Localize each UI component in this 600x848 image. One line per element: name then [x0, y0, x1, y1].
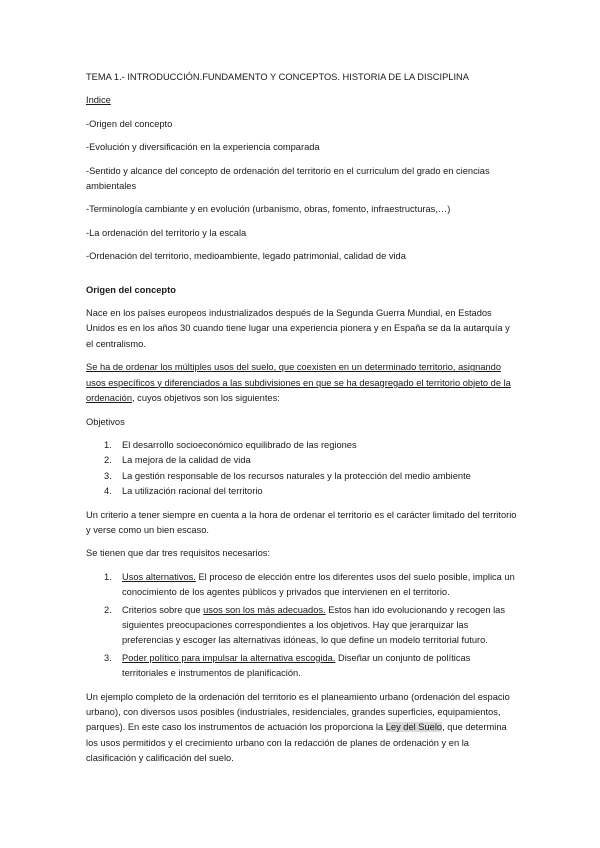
objective-item — [86, 438, 518, 453]
document-title: TEMA 1.- INTRODUCCIÓN.FUNDAMENTO Y CONCEPTOS. HISTORIA DE LA DISCIPLINA — [86, 72, 469, 82]
objective-text: La mejora de la calidad de vida — [122, 455, 251, 466]
urban-planning-text-b: , que determina los usos permitidos y el crecimiento urbano con la redacción de planes de ordenación y en la clasificación y calificación del suelo. — [86, 722, 507, 764]
requirement-pre: Criterios sobre que — [122, 604, 204, 615]
objectives-list — [86, 438, 518, 500]
paragraph-urban-planning — [86, 690, 518, 767]
ley-del-suelo-highlight: Ley del Suelo — [385, 722, 443, 733]
requirement-post: Diseñar un conjunto de políticas territoriales e instrumentos de planificación. — [122, 652, 471, 679]
requirement-post: Estos han ido evolucionando y recogen las siguientes preocupaciones correspondientes a los objetivos. Hay que jerarquizar las preferencias y escoger las alternativas idóneas, lo que define un modelo territorial futuro. — [122, 604, 505, 646]
requirement-underlined: Poder político para impulsar la alternativa escogida. — [122, 652, 336, 663]
requirement-number: 1. — [104, 571, 112, 582]
requirement-underlined: usos son los más adecuados. — [203, 604, 326, 615]
requirements-list — [86, 570, 518, 682]
objective-item — [86, 484, 518, 499]
objective-text: La gestión responsable de los recursos naturales y la protección del medio ambiente — [122, 470, 471, 481]
definition-rest: , cuyos objetivos son los siguientes: — [132, 393, 280, 404]
definition-underlined: Se ha de ordenar los múltiples usos del suelo, que coexisten en un determinado territorio, asignando usos específicos y diferenciados a las subdivisiones en que se ha desagregado el territorio objeto de la ordenación — [86, 362, 511, 404]
paragraph-criterion: Un criterio a tener siempre en cuenta a la hora de ordenar el territorio es el carácter limitado del territorio y verse como un bien escaso. — [86, 509, 517, 535]
objective-item — [86, 469, 518, 484]
index-item: -La ordenación del territorio y la escala — [86, 227, 247, 238]
objective-number: 4. — [104, 486, 112, 497]
objective-number: 2. — [104, 455, 112, 466]
document-page — [86, 70, 518, 775]
paragraph-origin: Nace en los países europeos industrializados después de la Segunda Guerra Mundial, en Estados Unidos es en los años 30 cuando tiene lugar una experiencia pionera y en España se da la autarquía y el centralismo. — [86, 308, 510, 349]
requirement-number: 3. — [104, 652, 112, 663]
index-heading: Indice — [86, 95, 111, 106]
index-item: -Ordenación del territorio, medioambiente, legado patrimonial, calidad de vida — [86, 251, 406, 262]
index-item: -Origen del concepto — [86, 118, 173, 129]
paragraph-definition — [86, 360, 518, 406]
requirement-underlined: Usos alternativos. — [122, 571, 196, 582]
urban-planning-text-a: Un ejemplo completo de la ordenación del territorio es el planeamiento urbano (ordenación del espacio urbano), con diversos usos posibles (industriales, residenciales, grandes superficies, equipamientos, parques). En este caso los instrumentos de actuación los proporciona la — [86, 691, 510, 733]
index-item: -Terminología cambiante y en evolución (urbanismo, obras, fomento, infraestructuras,…) — [86, 204, 451, 215]
objective-number: 1. — [104, 439, 112, 450]
requirement-item — [86, 651, 518, 682]
index-item: -Evolución y diversificación en la experiencia comparada — [86, 142, 320, 153]
objective-text: El desarrollo socioeconómico equilibrado de las regiones — [122, 439, 357, 450]
objective-number: 3. — [104, 470, 112, 481]
paragraph-requirements-intro: Se tienen que dar tres requisitos necesarios: — [86, 548, 270, 559]
objective-item — [86, 453, 518, 468]
objectives-label: Objetivos — [86, 416, 125, 427]
requirement-item — [86, 603, 518, 649]
requirement-post: El proceso de elección entre los diferentes usos del suelo posible, implica un conocimiento de los agentes públicos y privados que intervienen en el territorio. — [122, 571, 515, 598]
objective-text: La utilización racional del territorio — [122, 486, 263, 497]
requirement-number: 2. — [104, 604, 112, 615]
index-item: -Sentido y alcance del concepto de ordenación del territorio en el curriculum del grado en ciencias ambientales — [86, 165, 490, 192]
requirement-item — [86, 570, 518, 601]
section-heading: Origen del concepto — [86, 284, 176, 295]
